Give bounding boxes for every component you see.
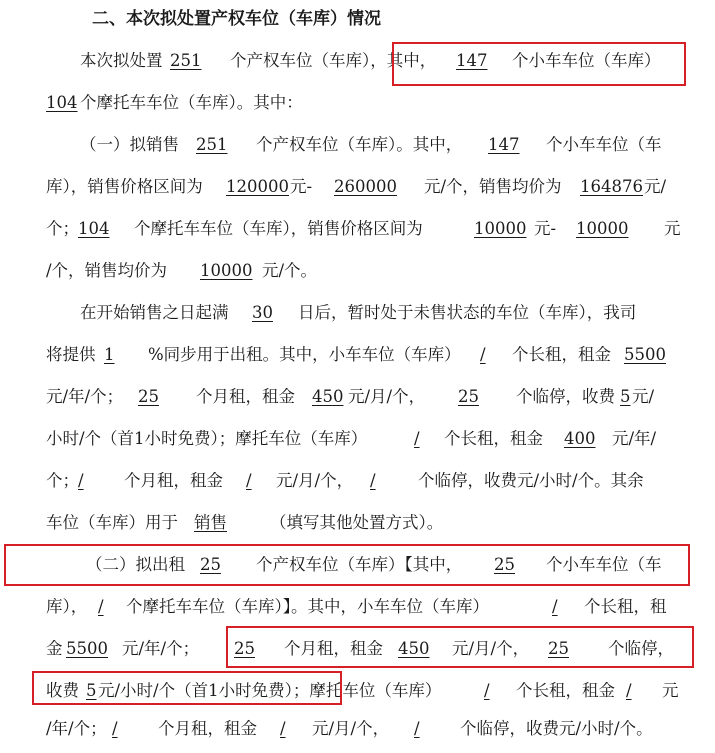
filled-value: 164876 [580,177,643,196]
text-segment: 小时/个（首1小时免费）；摩托车位（车库） [46,429,368,448]
text-segment: 日后，暂时处于未售状态的车位（车库），我司 [298,303,637,322]
filled-value: / [414,719,420,738]
text-segment: 个摩托车车位（车库）。其中： [80,93,303,112]
filled-value: 10000 [576,219,629,238]
text-segment: 个月租，租金 [158,719,257,738]
filled-value: / [78,471,84,490]
text-segment: 库）， [46,597,88,616]
text-segment: 个长租，租金 [512,345,611,364]
filled-value: / [280,719,286,738]
text-segment: 个产权车位（车库）。其中， [256,135,463,154]
text-segment: 元/年/个； [122,639,200,658]
text-segment: /个，销售均价为 [46,261,168,280]
text-segment: 个月租，租金 [124,471,223,490]
text-segment: 个月租，租金 [196,387,295,406]
paragraph-line-4 [0,130,715,160]
text-segment: 元- [534,219,557,238]
text-segment: 个小车车位（车 [546,135,662,154]
paragraph-line-2 [0,46,715,76]
paragraph-line-9 [0,340,715,370]
text-segment: 元/月/个， [276,471,354,490]
text-segment: 个临停， [608,639,674,658]
text-segment: 个产权车位（车库）【其中， [256,555,463,574]
filled-value: 5500 [624,345,666,364]
filled-value: 5500 [66,639,108,658]
filled-value: 251 [196,135,228,154]
text-segment: （填写其他处置方式）。 [270,513,444,532]
text-segment: 个小车车位（车库） [512,51,661,70]
text-segment: 个摩托车车位（车库）】。其中，小车车位（车库） [126,597,489,616]
filled-value: 147 [488,135,520,154]
paragraph-line-3 [0,88,715,118]
filled-value: 450 [398,639,430,658]
text-segment: （一）拟销售 [80,135,179,154]
text-segment: 本次拟处置 [80,51,163,70]
filled-value: 25 [548,639,569,658]
filled-value: / [112,719,118,738]
filled-value: 25 [200,555,221,574]
paragraph-line-11 [0,424,715,454]
paragraph-line-15 [0,592,715,622]
filled-value: 450 [312,387,344,406]
filled-value: 120000 [226,177,289,196]
text-segment: 个长租，租金 [444,429,543,448]
paragraph-line-8 [0,298,715,328]
filled-value: / [98,597,104,616]
filled-value: 104 [46,93,78,112]
text-segment: 个小车车位（车 [546,555,662,574]
paragraph-line-6 [0,214,715,244]
text-segment: 个摩托车车位（车库），销售价格区间为 [134,219,423,238]
text-segment: 个临停，收费元/小时/个。其余 [418,471,644,490]
text-segment: 个产权车位（车库），其中， [230,51,437,70]
text-segment: 个长租，租 [584,597,667,616]
paragraph-line-18 [0,714,715,744]
text-segment: 元/ [632,387,655,406]
text-segment: 元/月/个， [348,387,426,406]
paragraph-line-12 [0,466,715,496]
text-segment: 个； [46,471,79,490]
paragraph-line-5 [0,172,715,202]
text-segment: /年/个； [46,719,107,738]
filled-value: / [370,471,376,490]
heading-text: 二、本次拟处置产权车位（车库）情况 [92,9,381,29]
paragraph-line-17 [0,676,715,706]
section-heading [0,4,715,34]
text-segment: 元/个，销售均价为 [424,177,562,196]
paragraph-line-7 [0,256,715,286]
text-segment: 元 [662,681,679,700]
filled-value: / [626,681,632,700]
filled-value: / [246,471,252,490]
filled-value: 400 [564,429,596,448]
filled-value: 5 [620,387,631,406]
filled-value: 25 [458,387,479,406]
filled-value: 260000 [334,177,397,196]
text-segment: 个临停，收费 [516,387,615,406]
text-segment: %同步用于出租。其中，小车车位（车库） [148,345,461,364]
filled-value: 5 [86,681,97,700]
paragraph-line-16 [0,634,715,664]
filled-value: / [484,681,490,700]
filled-value: 25 [234,639,255,658]
text-segment: 个； [46,219,79,238]
text-segment: 元/个。 [262,261,318,280]
filled-value: 销售 [194,513,227,532]
filled-value: 10000 [474,219,527,238]
text-segment: 元/月/个， [312,719,390,738]
filled-value: 25 [494,555,515,574]
text-segment: 个临停，收费元/小时/个。 [460,719,653,738]
text-segment: 个长租，租金 [516,681,615,700]
text-segment: 将提供 [46,345,96,364]
text-segment: 元/ [644,177,667,196]
filled-value: 251 [170,51,202,70]
text-segment: 金 [46,639,63,658]
filled-value: 147 [456,51,488,70]
filled-value: 104 [78,219,110,238]
filled-value: 10000 [200,261,253,280]
text-segment: 收费 [46,681,79,700]
paragraph-line-13 [0,508,715,538]
text-segment: 个月租，租金 [284,639,383,658]
text-segment: （二）拟出租 [86,555,185,574]
text-segment: 在开始销售之日起满 [80,303,229,322]
text-segment: 元/月/个， [452,639,530,658]
text-segment: 元/年/个； [46,387,124,406]
filled-value: / [552,597,558,616]
text-segment: 库），销售价格区间为 [46,177,203,196]
filled-value: 30 [252,303,273,322]
text-segment: 元/小时/个（首1小时免费）；摩托车位（车库） [98,681,442,700]
filled-value: / [414,429,420,448]
paragraph-line-10 [0,382,715,412]
paragraph-line-14 [0,550,715,580]
filled-value: 25 [138,387,159,406]
text-segment: 车位（车库）用于 [46,513,178,532]
filled-value: / [480,345,486,364]
text-segment: 元- [290,177,313,196]
filled-value: 1 [104,345,115,364]
text-segment: 元/年/ [612,429,657,448]
text-segment: 元 [664,219,681,238]
